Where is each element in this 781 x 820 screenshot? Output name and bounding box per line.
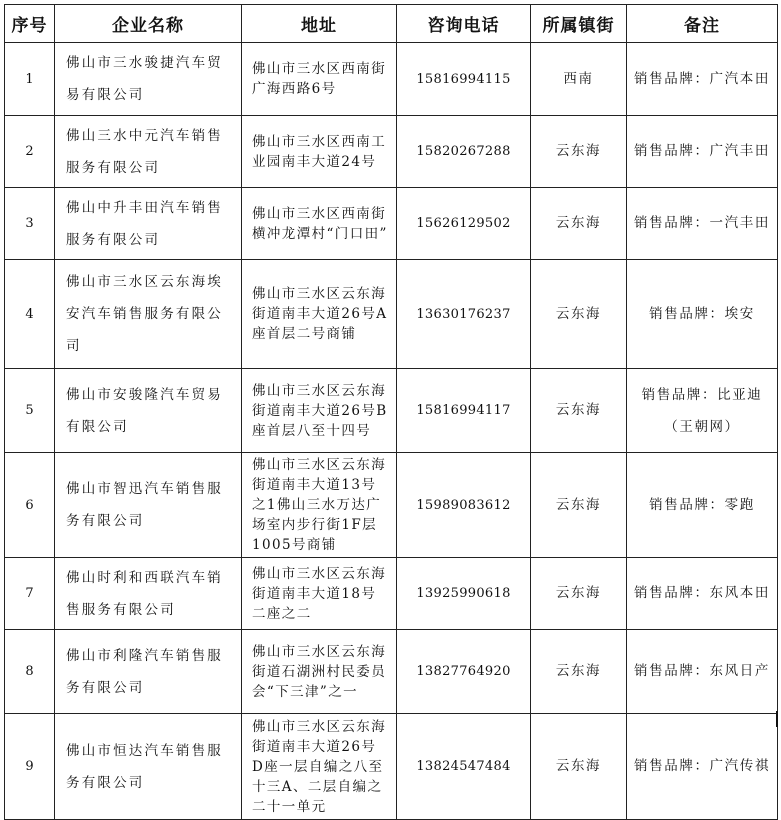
town: 云东海 <box>531 116 627 188</box>
table-row <box>5 558 778 630</box>
dealer-table <box>4 4 778 820</box>
note: 销售品牌：东风本田 <box>627 558 778 630</box>
town: 云东海 <box>531 188 627 260</box>
table-row <box>5 453 778 558</box>
note: 销售品牌：零跑 <box>627 453 778 558</box>
company-name: 佛山市利隆汽车销售服务有限公司 <box>55 630 242 714</box>
address: 佛山市三水区西南街横冲龙潭村“门口田” <box>242 188 397 260</box>
table-row <box>5 369 778 453</box>
note: 销售品牌：比亚迪（王朝网） <box>627 369 778 453</box>
company-name: 佛山三水中元汽车销售服务有限公司 <box>55 116 242 188</box>
address: 佛山市三水区云东海街道南丰大道26号B座首层八至十四号 <box>242 369 397 453</box>
address: 佛山市三水区西南街广海西路6号 <box>242 43 397 116</box>
note: 销售品牌：一汽丰田 <box>627 188 778 260</box>
address: 佛山市三水区云东海街道南丰大道26号D座一层自编之八至十三A、二层自编之二十一单元 <box>242 714 397 820</box>
table-row <box>5 116 778 188</box>
company-name: 佛山市三水骏捷汽车贸易有限公司 <box>55 43 242 116</box>
phone-number: 13824547484 <box>397 714 531 820</box>
phone-number: 15989083612 <box>397 453 531 558</box>
row-number: 5 <box>5 369 55 453</box>
note: 销售品牌：埃安 <box>627 260 778 369</box>
table-row <box>5 43 778 116</box>
company-name: 佛山时利和西联汽车销售服务有限公司 <box>55 558 242 630</box>
header-town: 所属镇街 <box>531 5 627 43</box>
town: 云东海 <box>531 714 627 820</box>
row-number: 4 <box>5 260 55 369</box>
row-number: 3 <box>5 188 55 260</box>
note: 销售品牌：广汽丰田 <box>627 116 778 188</box>
phone-number: 15820267288 <box>397 116 531 188</box>
town: 云东海 <box>531 453 627 558</box>
header-note: 备注 <box>627 5 778 43</box>
town: 云东海 <box>531 630 627 714</box>
header-phone: 咨询电话 <box>397 5 531 43</box>
table-row <box>5 630 778 714</box>
phone-number: 13925990618 <box>397 558 531 630</box>
table-row <box>5 188 778 260</box>
header-address: 地址 <box>242 5 397 43</box>
phone-number: 13630176237 <box>397 260 531 369</box>
town: 云东海 <box>531 558 627 630</box>
row-number: 7 <box>5 558 55 630</box>
header-company: 企业名称 <box>55 5 242 43</box>
town: 云东海 <box>531 369 627 453</box>
address: 佛山市三水区云东海街道南丰大道26号A座首层二号商铺 <box>242 260 397 369</box>
note: 销售品牌：东风日产 <box>627 630 778 714</box>
address: 佛山市三水区西南工业园南丰大道24号 <box>242 116 397 188</box>
note: 销售品牌：广汽本田 <box>627 43 778 116</box>
company-name: 佛山市智迅汽车销售服务有限公司 <box>55 453 242 558</box>
company-name: 佛山市恒达汽车销售服务有限公司 <box>55 714 242 820</box>
town: 云东海 <box>531 260 627 369</box>
phone-number: 13827764920 <box>397 630 531 714</box>
edge-mark <box>776 711 778 727</box>
row-number: 8 <box>5 630 55 714</box>
row-number: 1 <box>5 43 55 116</box>
header-row <box>5 5 778 43</box>
company-name: 佛山中升丰田汽车销售服务有限公司 <box>55 188 242 260</box>
address: 佛山市三水区云东海街道南丰大道18号二座之二 <box>242 558 397 630</box>
row-number: 6 <box>5 453 55 558</box>
company-name: 佛山市安骏隆汽车贸易有限公司 <box>55 369 242 453</box>
row-number: 9 <box>5 714 55 820</box>
table-row <box>5 260 778 369</box>
table-row <box>5 714 778 820</box>
town: 西南 <box>531 43 627 116</box>
phone-number: 15626129502 <box>397 188 531 260</box>
address: 佛山市三水区云东海街道石湖洲村民委员会“下三津”之一 <box>242 630 397 714</box>
company-name: 佛山市三水区云东海埃安汽车销售服务有限公司 <box>55 260 242 369</box>
address: 佛山市三水区云东海街道南丰大道13号之1佛山三水万达广场室内步行街1F层1005号商铺 <box>242 453 397 558</box>
phone-number: 15816994115 <box>397 43 531 116</box>
header-no: 序号 <box>5 5 55 43</box>
note: 销售品牌：广汽传祺 <box>627 714 778 820</box>
phone-number: 15816994117 <box>397 369 531 453</box>
row-number: 2 <box>5 116 55 188</box>
